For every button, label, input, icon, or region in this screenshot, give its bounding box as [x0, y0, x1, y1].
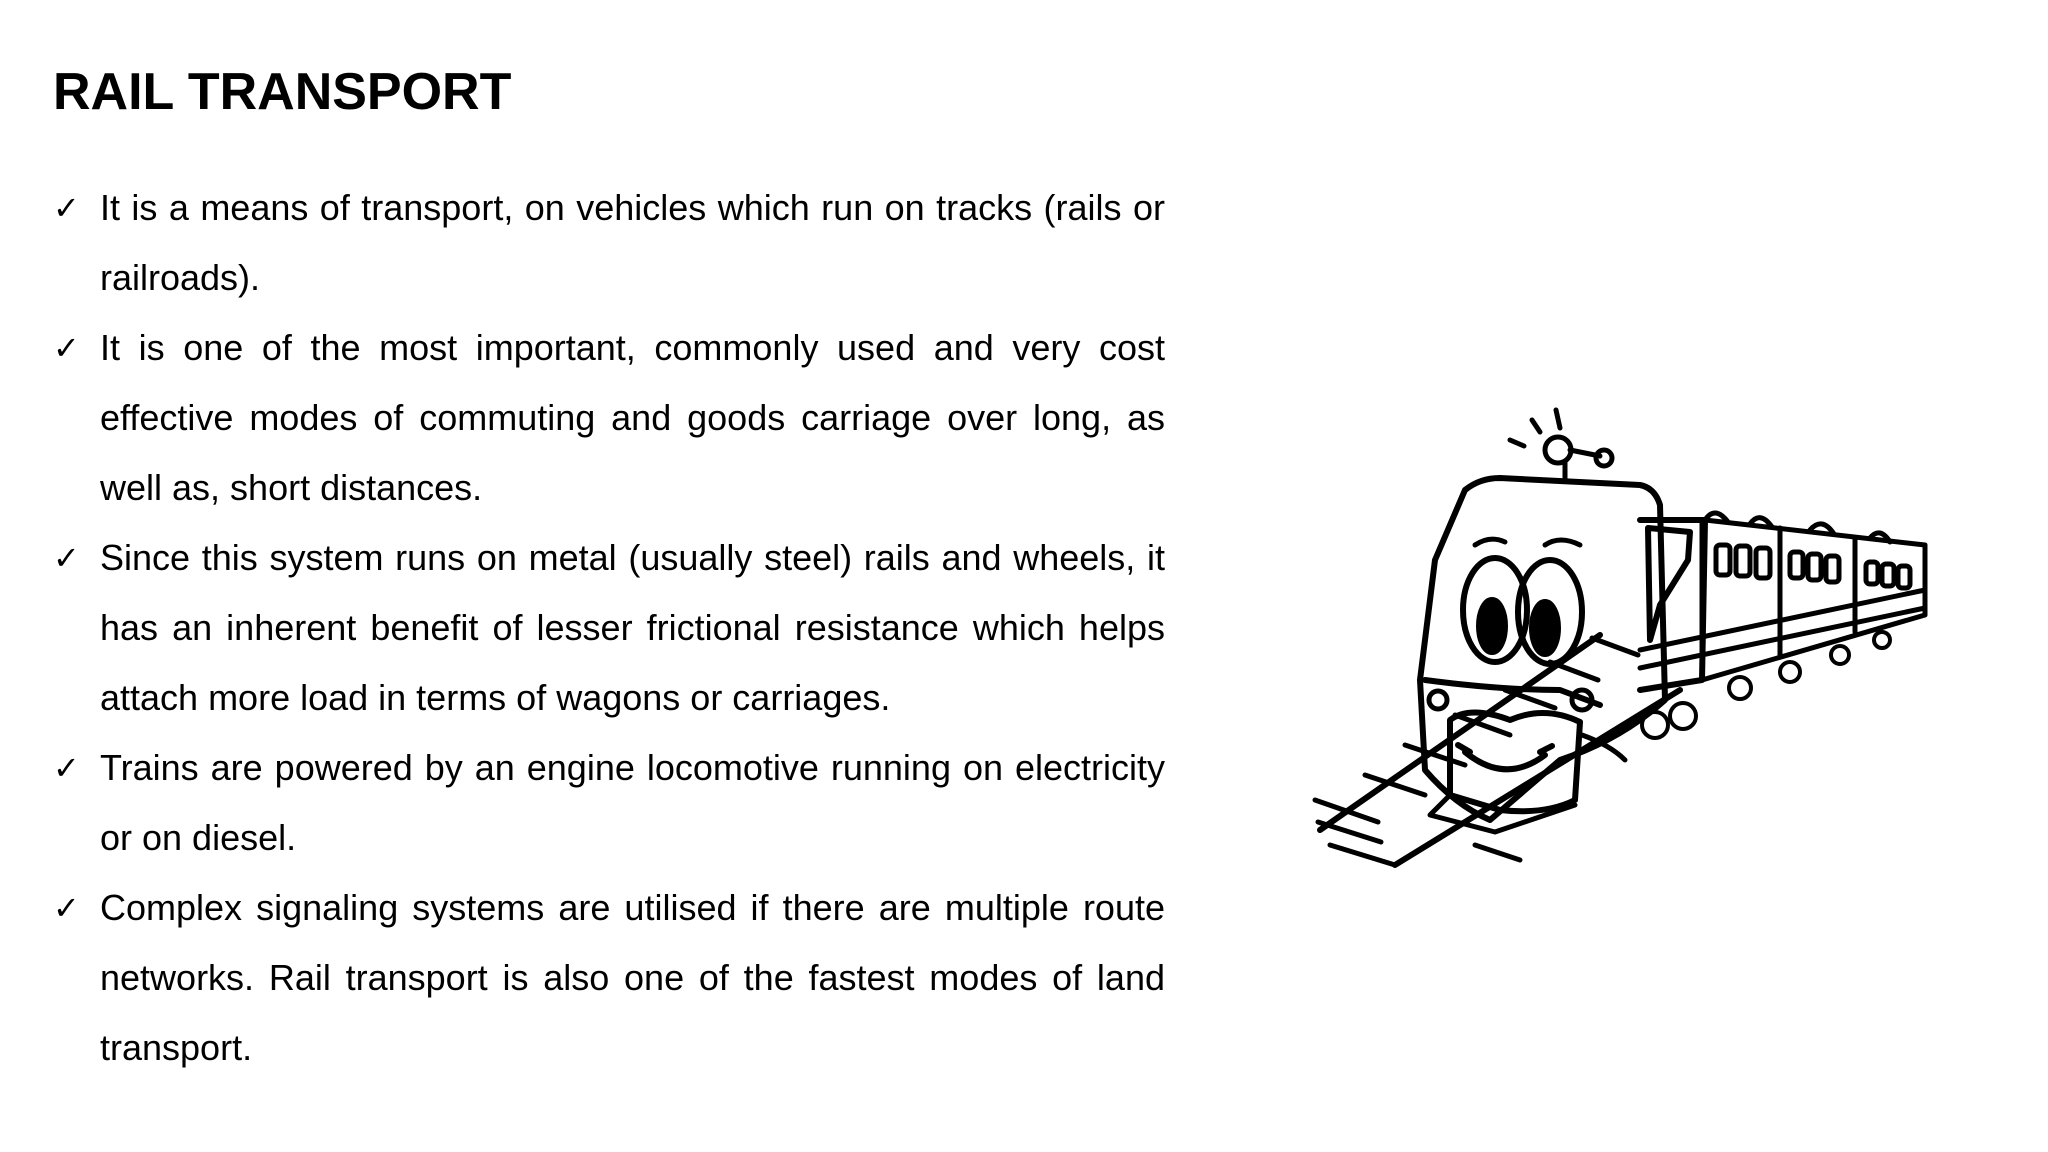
bullet-item — [53, 523, 1165, 733]
bullet-item — [53, 733, 1165, 873]
train-horn — [1510, 410, 1612, 478]
checkmark-icon: ✓ — [53, 539, 80, 577]
checkmark-icon: ✓ — [53, 749, 80, 787]
bullet-item — [53, 873, 1165, 1083]
bullet-item — [53, 313, 1165, 523]
bullet-list — [53, 173, 1165, 1083]
locomotive-body — [1420, 478, 1705, 820]
train-eyebrows — [1475, 539, 1580, 545]
bullet-item — [53, 173, 1165, 313]
bullet-text: It is a means of transport, on vehicles which run on tracks (rails or railroads). — [100, 187, 1165, 298]
slide-title: RAIL TRANSPORT — [53, 63, 512, 121]
train-eyes — [1463, 558, 1582, 664]
bullet-text: Since this system runs on metal (usually steel) rails and wheels, it has an inherent benefit of lesser frictional resistance which helps attach more load in terms of wagons or carriages. — [100, 537, 1165, 718]
bullet-text: It is one of the most important, commonly used and very cost effective modes of commuting and goods carriage over long, as well as, short distances. — [100, 327, 1165, 508]
checkmark-icon: ✓ — [53, 189, 80, 227]
bullet-text: Trains are powered by an engine locomotive running on electricity or on diesel. — [100, 747, 1165, 858]
checkmark-icon: ✓ — [53, 329, 80, 367]
checkmark-icon: ✓ — [53, 889, 80, 927]
bullet-text: Complex signaling systems are utilised if there are multiple route networks. Rail transport is also one of the fastest modes of land transport. — [100, 887, 1165, 1068]
cartoon-train-icon — [1290, 395, 1950, 915]
